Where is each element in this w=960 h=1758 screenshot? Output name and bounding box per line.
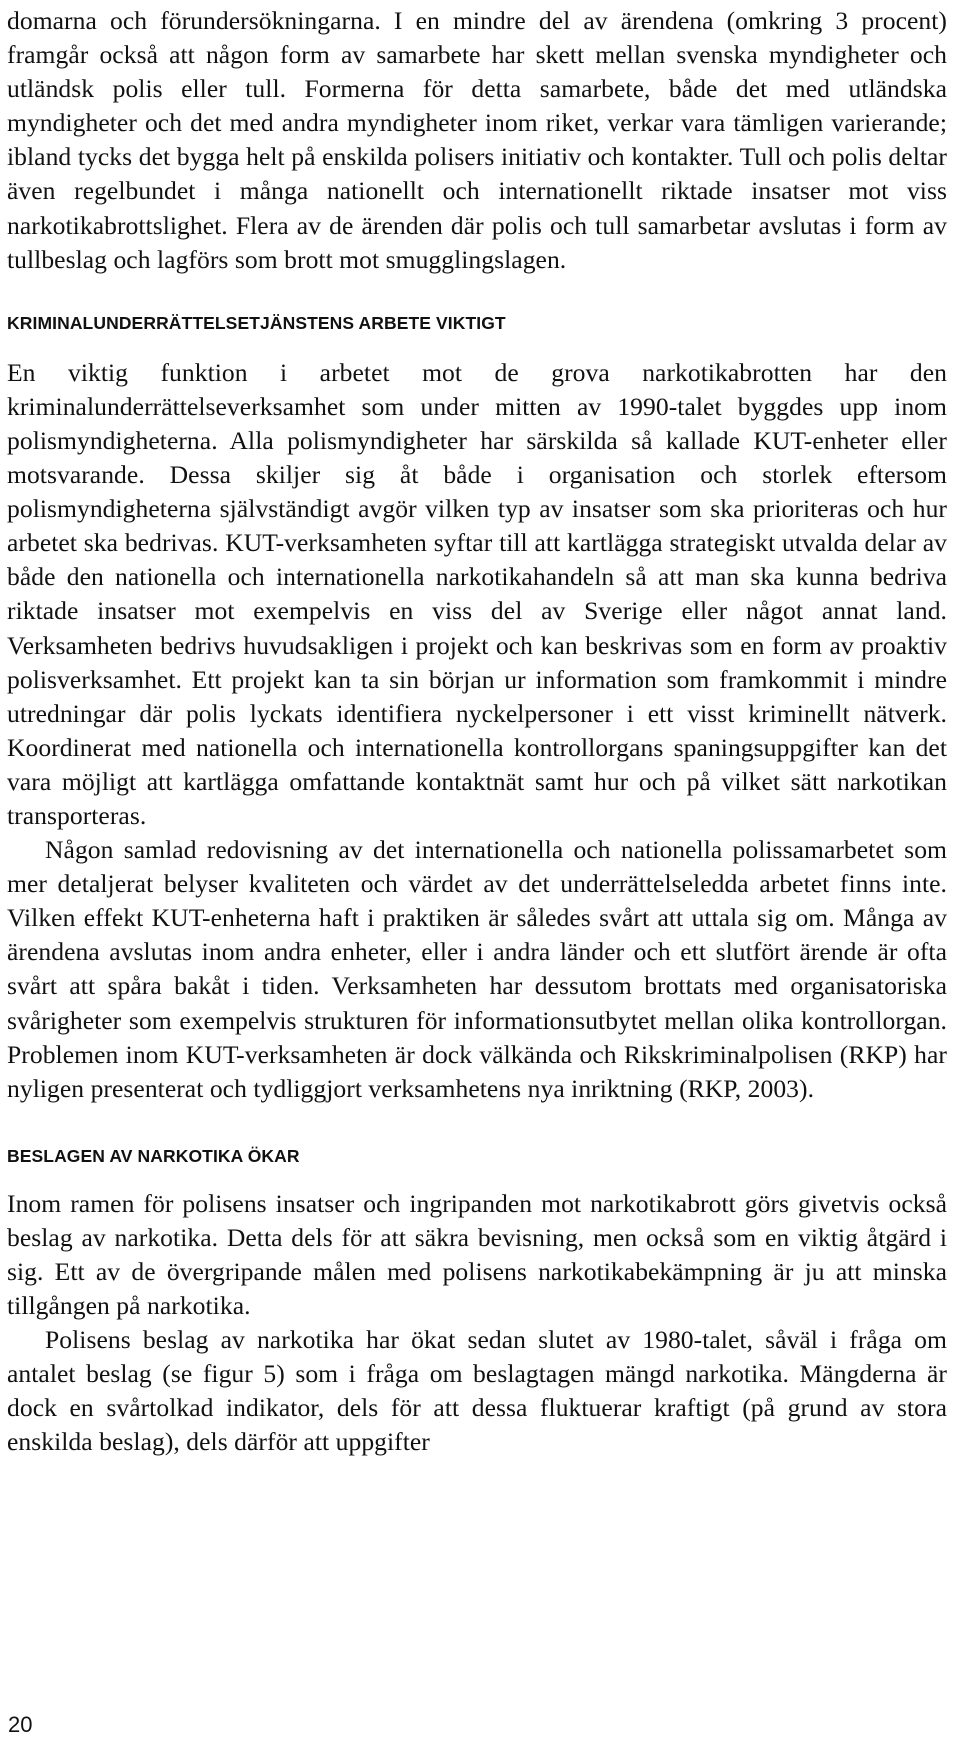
section1-paragraph-2: Någon samlad redovisning av det internationella och nationella polissamarbetet som mer detaljerat belyser kvaliteten och värdet av det underrättelseledda arbetet finns inte. Vilken effekt KUT-enheterna haft i praktiken är således svårt att uttala sig om. Många av ärendena avslutas inom andra enheter, eller i andra länder och ett slutfört ärende är ofta svårt att spåra bakåt i tiden. Verksamheten har dessutom brottats med organisatoriska svårigheter som exempelvis strukturen för informationsutbytet mellan olika kontrollorgan. Problemen inom KUT-verksamheten är dock välkända och Rikskriminalpolisen (RKP) har nyligen presenterat och tydliggjort verksamhetens nya inriktning (RKP, 2003). (7, 835, 947, 1103)
section-heading-beslagen: BESLAGEN AV NARKOTIKA ÖKAR (7, 1145, 300, 1166)
section-heading-kriminalunderrattelse: KRIMINALUNDERRÄTTELSETJÄNSTENS ARBETE VIKTIGT (7, 312, 506, 333)
page-number: 20 (8, 1712, 33, 1737)
section1-paragraph-1: En viktig funktion i arbetet mot de grova narkotikabrotten har den kriminalunderrättelseverksamhet som under mitten av 1990-talet byggdes upp inom polismyndigheterna. Alla polismyndigheter har särskilda så kallade KUT-enheter eller motsvarande. Dessa skiljer sig åt både i organisation och storlek eftersom polismyndigheterna självständigt avgör vilken typ av insatser som ska prioriteras och hur arbetet ska bedrivas. KUT-verksamheten syftar till att kartlägga strategiskt utvalda delar av både den nationella och internationella narkotikahandeln så att man ska kunna bedriva riktade insatser mot exempelvis en viss del av Sverige eller något annat land. Verksamheten bedrivs huvudsakligen i projekt och kan beskrivas som en form av proaktiv polisverksamhet. Ett projekt kan ta sin början ur information som framkommit i mindre utredningar där polis lyckats identifiera nyckelpersoner i ett visst kriminellt nätverk. Koordinerat med nationella och internationella kontrollorgans spaningsuppgifter kan det vara möjligt att kartlägga omfattande kontaktnät samt hur och på vilket sätt narkotikan transporteras. (7, 357, 947, 830)
section2-paragraph-1: Inom ramen för polisens insatser och ingripanden mot narkotikabrott görs givetvis också beslag av narkotika. Detta dels för att säkra bevisning, men också som en viktig åtgärd i sig. Ett av de övergripande målen med polisens narkotikabekämpning är ju att minska tillgången på narkotika. (7, 1188, 947, 1321)
section2-paragraph-2: Polisens beslag av narkotika har ökat sedan slutet av 1980-talet, såväl i fråga om antalet beslag (se figur 5) som i fråga om beslagtagen mängd narkotika. Mängderna är dock en svårtolkad indikator, dels för att dessa fluktuerar kraftigt (på grund av stora enskilda beslag), dels därför att uppgifter (7, 1325, 947, 1457)
intro-paragraph: domarna och förundersökningarna. I en mindre del av ärendena (omkring 3 procent) framgår också att någon form av samarbete har skett mellan svenska myndigheter och utländsk polis eller tull. Formerna för detta samarbete, både det med utländska myndigheter och det med andra myndigheter inom riket, verkar vara tämligen varierande; ibland tycks det bygga helt på enskilda polisers initiativ och kontakter. Tull och polis deltar även regelbundet i många nationellt och internationellt riktade insatser mot viss narkotikabrottslighet. Flera av de ärenden där polis och tull samarbetar avslutas i form av tullbeslag och lagförs som brott mot smugglingslagen. (7, 6, 947, 274)
page-content (7, 4, 947, 1460)
